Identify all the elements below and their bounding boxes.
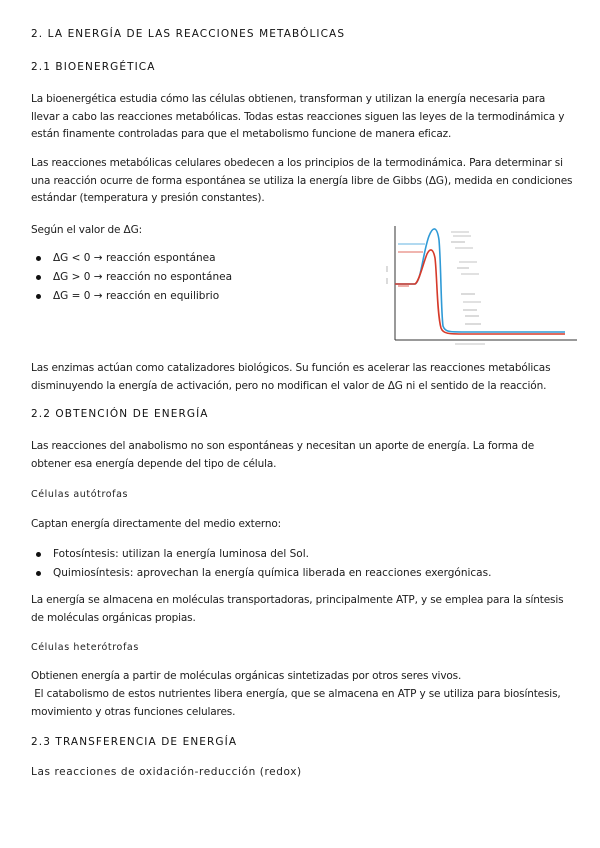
autotrophs-intro: Captan energía directamente del medio externo: xyxy=(31,518,282,530)
enzymes-paragraph: Las enzimas actúan como catalizadores biológicos. Su función es acelerar las reacciones metabólicas disminuyendo la energía de activación, pero no modifican el valor de ΔG ni el sentido de la reacción. xyxy=(31,362,551,392)
bullet-icon xyxy=(36,294,41,299)
list-item: ΔG < 0 → reacción espontánea xyxy=(31,249,232,268)
legend-glyphs xyxy=(387,232,485,344)
activation-energy-diagram xyxy=(385,222,580,347)
bullet-icon xyxy=(36,275,41,280)
catalyzed-curve xyxy=(395,250,565,334)
heterotrophs-paragraph-1: Obtienen energía a partir de moléculas orgánicas sintetizadas por otros seres vivos. xyxy=(31,670,462,682)
section-2-2-title: 2.2 OBTENCIÓN DE ENERGÍA xyxy=(31,408,209,420)
list-item: ΔG = 0 → reacción en equilibrio xyxy=(31,287,232,306)
anabolism-paragraph: Las reacciones del anabolismo no son espontáneas y necesitan un aporte de energía. La forma de obtener esa energía depende del tipo de célula. xyxy=(31,440,535,470)
delta-g-intro: Según el valor de ΔG: xyxy=(31,224,142,236)
atp-paragraph: La energía se almacena en moléculas transportadoras, principalmente ATP, y se emplea para la síntesis de moléculas orgánicas propias. xyxy=(31,594,564,624)
autotrophs-list xyxy=(31,545,491,583)
delta-g-list xyxy=(31,249,232,306)
autotrophs-subtitle: Células autótrofas xyxy=(31,489,129,500)
redox-subtitle: Las reacciones de oxidación-reducción (redox) xyxy=(31,766,302,778)
bullet-icon xyxy=(36,571,41,576)
list-item: Fotosíntesis: utilizan la energía luminosa del Sol. xyxy=(31,545,491,564)
thermodynamics-paragraph: Las reacciones metabólicas celulares obedecen a los principios de la termodinámica. Para determinar si una reacción ocurre de forma espontánea se utiliza la energía libre de Gibbs (ΔG), medida en condiciones estándar (temperatura y presión constantes). xyxy=(31,157,573,204)
section-2-title: 2. LA ENERGÍA DE LAS REACCIONES METABÓLICAS xyxy=(31,28,346,40)
bioenergetics-paragraph: La bioenergética estudia cómo las células obtienen, transforman y utilizan la energía necesaria para llevar a cabo las reacciones metabólicas. Todas estas reacciones siguen las leyes de la termodinámica y están finamente controladas para que el metabolismo funcione de manera eficaz. xyxy=(31,93,565,140)
heterotrophs-subtitle: Células heterótrofas xyxy=(31,642,139,653)
bullet-icon xyxy=(36,552,41,557)
heterotrophs-paragraph-2: El catabolismo de estos nutrientes libera energía, que se almacena en ATP y se utiliza para biosíntesis, movimiento y otras funciones celulares. xyxy=(31,688,564,718)
list-item: ΔG > 0 → reacción no espontánea xyxy=(31,268,232,287)
bullet-icon xyxy=(36,256,41,261)
section-2-1-title: 2.1 BIOENERGÉTICA xyxy=(31,61,156,73)
section-2-3-title: 2.3 TRANSFERENCIA DE ENERGÍA xyxy=(31,736,238,748)
list-item: Quimiosíntesis: aprovechan la energía química liberada en reacciones exergónicas. xyxy=(31,564,491,583)
